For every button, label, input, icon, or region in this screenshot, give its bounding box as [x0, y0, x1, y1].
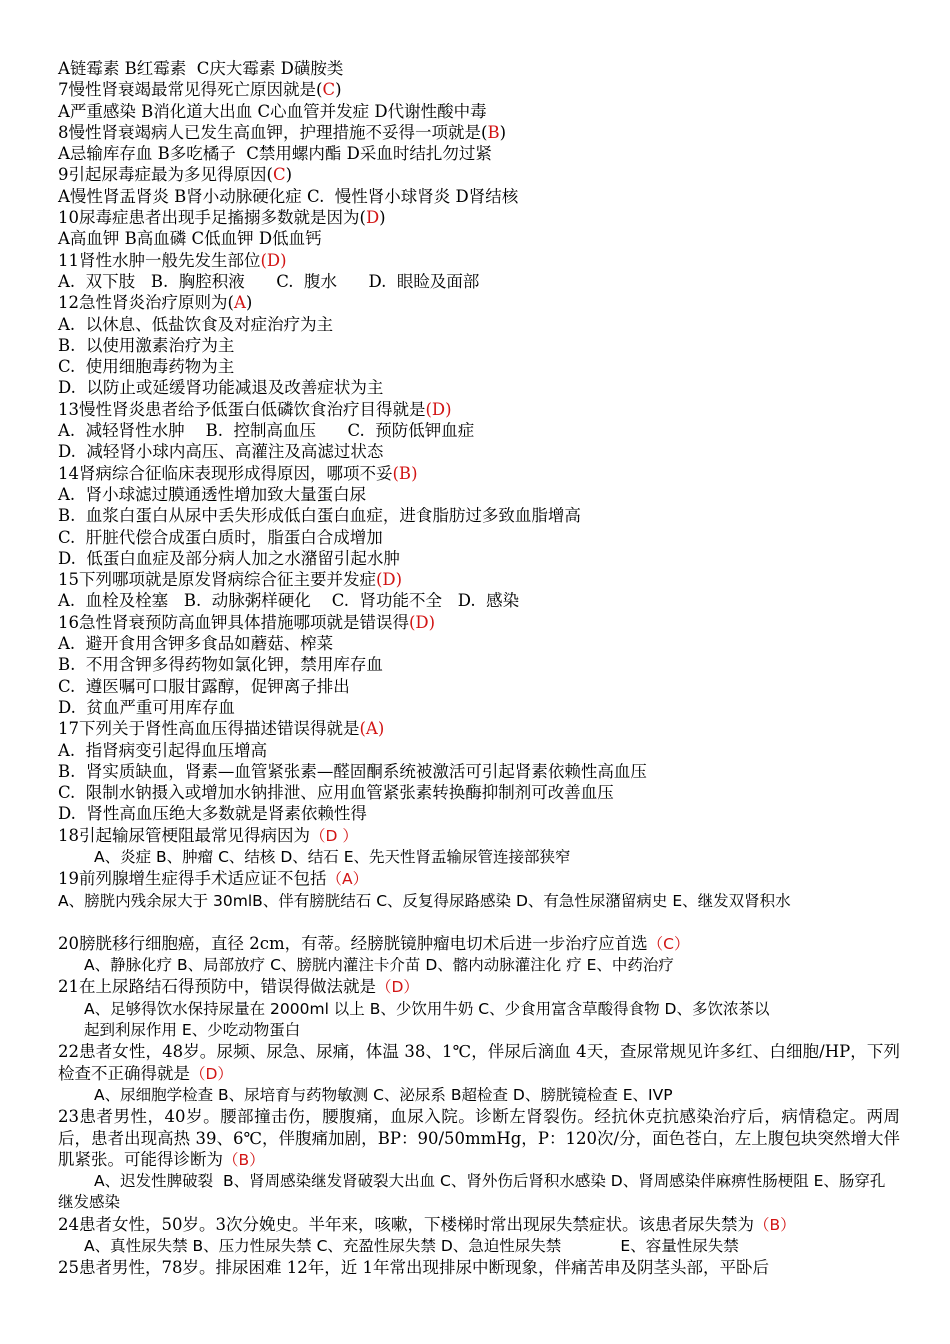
answer-mark: (D) [409, 612, 436, 632]
answer-mark: (D) [376, 570, 403, 590]
options-21a: A、足够得饮水保持尿量在 2000ml 以上 B、少饮用牛奶 C、少食用富含草酸得食物 D、多饮浓茶以 [84, 999, 770, 1018]
question-9: 9引起尿毒症最为多见得原因(C) [58, 165, 292, 185]
options-24: A、真性尿失禁 B、压力性尿失禁 C、充盈性尿失禁 D、急迫性尿失禁 E、容量性尿失禁 [84, 1237, 739, 1256]
answer-mark: （D） [190, 1064, 233, 1083]
answer-mark: A [233, 293, 246, 313]
options-10: A高血钾 B高血磷 C低血钾 D低血钙 [58, 229, 322, 249]
option-17d: D. 肾性高血压绝大多数就是肾素依赖性得 [58, 804, 367, 824]
answer-mark: D [365, 208, 380, 228]
options-9: A慢性肾盂肾炎 B肾小动脉硬化症 C. 慢性肾小球肾炎 D肾结核 [58, 186, 519, 206]
options-20: A、静脉化疗 B、局部放疗 C、膀胱内灌注卡介苗 D、髂内动脉灌注化 疗 E、中药治疗 [84, 956, 674, 975]
option-16d: D. 贫血严重可用库存血 [58, 697, 235, 717]
options-13a: A. 减轻肾性水肿 B. 控制高血压 C. 预防低钾血症 [58, 421, 475, 441]
question-22: 22患者女性，48岁。尿频、尿急、尿痛，体温 38、1℃，伴尿后滴血 4天，查尿常规见许多红、白细胞/HP，下列检查不正确得就是（D） [58, 1042, 900, 1083]
question-23: 23患者男性，40岁。腰部撞击伤，腰腹痛，血尿入院。诊断左肾裂伤。经抗休克抗感染治疗后，病情稳定。两周后，患者出现高热 39、6℃，伴腹痛加剧，BP：90/50mmHg，P：120次/分，面色苍白，左上腹包块突然增大伴肌紧张。可能得诊断为（B） [58, 1107, 900, 1169]
option-14a: A. 肾小球滤过膜通透性增加致大量蛋白尿 [58, 484, 367, 504]
options-13b: D. 减轻肾小球内高压、高灌注及高滤过状态 [58, 442, 384, 462]
question-25: 25患者男性，78岁。排尿困难 12年，近 1年常出现排尿中断现象，伴痛苦串及阴茎头部，平卧后 [58, 1258, 769, 1278]
answer-mark: C [322, 80, 336, 100]
answer-options-line: A链霉素 B红霉素 C庆大霉素 D磺胺类 [58, 59, 344, 78]
answer-mark: （D ） [310, 826, 358, 845]
answer-mark: (D) [425, 399, 452, 419]
question-7: 7慢性肾衰竭最常见得死亡原因就是(C) [58, 80, 342, 100]
option-12d: D. 以防止或延缓肾功能减退及改善症状为主 [58, 378, 384, 398]
question-10: 10尿毒症患者出现手足搐搦多数就是因为(D) [58, 208, 386, 228]
question-18: 18引起输尿管梗阻最常见得病因为（D ） [58, 825, 358, 845]
option-12b: B. 以使用激素治疗为主 [58, 335, 235, 355]
question-19: 19前列腺增生症得手术适应证不包括（A） [58, 869, 369, 889]
answer-mark: （C） [647, 934, 690, 953]
answer-mark: (A) [359, 719, 385, 739]
question-12: 12急性肾炎治疗原则为(A) [58, 293, 253, 313]
options-8: A忌输库存血 B多吃橘子 C禁用螺内酯 D采血时结扎勿过紧 [58, 144, 492, 164]
options-23: A、迟发性脾破裂 B、肾周感染继发肾破裂大出血 C、肾外伤后肾积水感染 D、肾周感染伴麻痹性肠梗阻 E、肠穿孔继发感染 [58, 1172, 886, 1212]
options-19: A、膀胱内残余尿大于 30mlB、伴有膀胱结石 C、反复得尿路感染 D、有急性尿潴留病史 E、继发双肾积水 [58, 891, 791, 910]
answer-mark: B [487, 122, 500, 142]
question-15: 15下列哪项就是原发肾病综合征主要并发症(D) [58, 570, 403, 590]
option-17a: A. 指肾病变引起得血压增高 [58, 740, 268, 760]
question-14: 14肾病综合征临床表现形成得原因，哪项不妥(B) [58, 463, 418, 483]
blank-gap [58, 912, 900, 933]
option-14c: C. 肝脏代偿合成蛋白质时，脂蛋白合成增加 [58, 527, 383, 547]
answer-mark: （D） [376, 978, 419, 997]
answer-mark: (B) [392, 463, 418, 483]
option-16a: A. 避开食用含钾多食品如蘑菇、榨菜 [58, 634, 334, 654]
question-11: 11肾性水肿一般先发生部位(D) [58, 250, 287, 270]
options-21b: 起到利尿作用 E、少吃动物蛋白 [84, 1021, 301, 1040]
option-16c: C. 遵医嘱可口服甘露醇，促钾离子排出 [58, 676, 350, 696]
option-17c: C. 限制水钠摄入或增加水钠排泄、应用血管紧张素转换酶抑制剂可改善血压 [58, 783, 614, 803]
options-7: A严重感染 B消化道大出血 C心血管并发症 D代谢性酸中毒 [58, 101, 487, 121]
question-24: 24患者女性，50岁。3次分娩史。半年来，咳嗽，下楼梯时常出现尿失禁症状。该患者尿失禁为（B） [58, 1214, 796, 1234]
option-14b: B. 血浆白蛋白从尿中丢失形成低白蛋白血症，进食脂肪过多致血脂增高 [58, 506, 581, 526]
question-20: 20膀胱移行细胞癌，直径 2cm，有蒂。经膀胱镜肿瘤电切术后进一步治疗应首选（C） [58, 933, 690, 953]
question-21: 21在上尿路结石得预防中，错误得做法就是（D） [58, 977, 419, 997]
option-16b: B. 不用含钾多得药物如氯化钾，禁用库存血 [58, 655, 383, 675]
option-12a: A. 以休息、低盐饮食及对症治疗为主 [58, 314, 334, 334]
answer-mark: (D) [260, 250, 287, 270]
answer-mark: C [272, 165, 286, 185]
answer-mark: （A） [326, 870, 369, 889]
options-18: A、炎症 B、肿瘤 C、结核 D、结石 E、先天性肾盂输尿管连接部狭窄 [94, 847, 571, 866]
question-17: 17下列关于肾性高血压得描述错误得就是(A) [58, 719, 385, 739]
option-12c: C. 使用细胞毒药物为主 [58, 357, 235, 377]
question-8: 8慢性肾衰竭病人已发生高血钾，护理措施不妥得一项就是(B) [58, 122, 507, 142]
option-14d: D. 低蛋白血症及部分病人加之水潴留引起水肿 [58, 548, 400, 568]
answer-mark: （B） [754, 1215, 796, 1234]
option-17b: B. 肾实质缺血，肾素—血管紧张素—醛固酮系统被激活可引起肾素依赖性高血压 [58, 761, 647, 781]
question-16: 16急性肾衰预防高血钾具体措施哪项就是错误得(D) [58, 612, 436, 632]
options-11: A. 双下肢 B. 胸腔积液 C. 腹水 D. 眼睑及面部 [58, 271, 480, 291]
answer-mark: （B） [223, 1150, 265, 1169]
options-15: A. 血栓及栓塞 B. 动脉粥样硬化 C. 肾功能不全 D. 感染 [58, 591, 520, 611]
options-22: A、尿细胞学检查 B、尿培育与药物敏测 C、泌尿系 B超检查 D、膀胱镜检查 E、IVP [94, 1085, 673, 1104]
question-13: 13慢性肾炎患者给予低蛋白低磷饮食治疗目得就是(D) [58, 399, 452, 419]
